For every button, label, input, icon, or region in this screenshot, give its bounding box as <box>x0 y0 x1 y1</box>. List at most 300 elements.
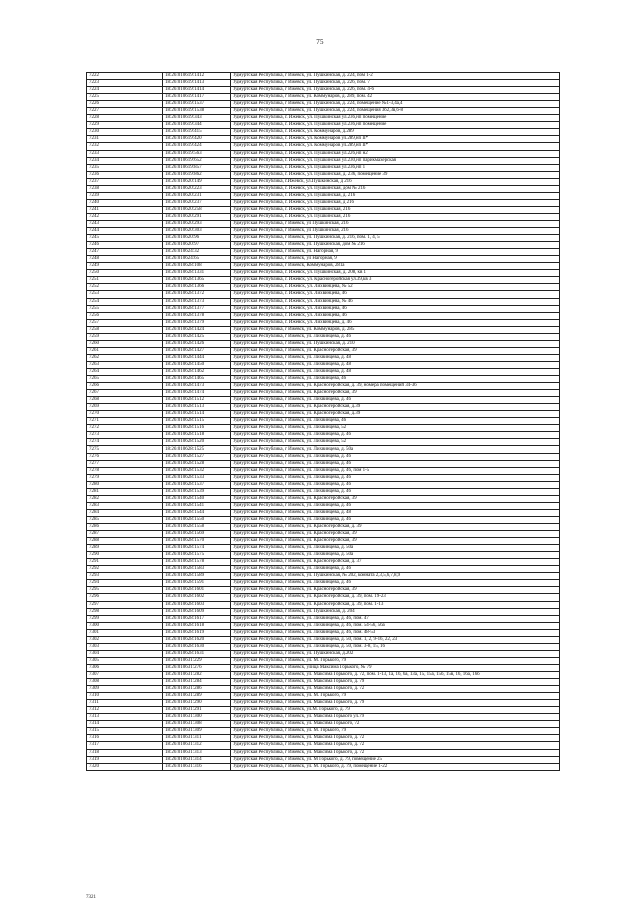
table-row <box>87 664 560 671</box>
address-cell: Удмуртская Республика, г Ижевск, ул. Лихвинцева, д. 50а <box>231 545 560 552</box>
table-row <box>87 693 560 700</box>
row-number-cell: 7309 <box>87 686 163 693</box>
address-cell: Удмуртская Республика, г Ижевск, ул Нагорная, 9 <box>231 256 560 263</box>
cadastral-number-cell: 18:26:010628:1532 <box>163 467 231 474</box>
row-number-cell: 7266 <box>87 383 163 390</box>
row-number-cell: 7257 <box>87 319 163 326</box>
cadastral-number-cell: 18:26:010628:1379 <box>163 319 231 326</box>
row-number-cell: 7320 <box>87 763 163 770</box>
table-row <box>87 516 560 523</box>
table-row <box>87 347 560 354</box>
address-cell: Удмуртская Республика, г. Ижевск, ул. Пушкинская, 216 <box>231 213 560 220</box>
cadastral-number-cell: 18:26:010631:300 <box>163 714 231 721</box>
address-cell: Удмуртская Республика, г Ижевск, ул. Максима Горького, д. 79 <box>231 700 560 707</box>
cadastral-number-cell: 18:26:010631:314 <box>163 756 231 763</box>
row-number-cell: 7289 <box>87 545 163 552</box>
address-cell: Удмуртская Республика, г Ижевск, ул. Лихвинцева, д. 48 <box>231 361 560 368</box>
row-number-cell: 7295 <box>87 587 163 594</box>
row-number-cell: 7301 <box>87 629 163 636</box>
address-cell: Удмуртская Республика, г Ижевск, ул. Пушкинская, д. 226, пом. 7 <box>231 80 560 87</box>
row-number-cell: 7243 <box>87 220 163 227</box>
table-row <box>87 143 560 150</box>
cadastral-number-cell: 18:26:010619:415 <box>163 129 231 136</box>
row-number-cell: 7280 <box>87 481 163 488</box>
table-row <box>87 531 560 538</box>
address-cell: Удмуртская Республика, г Ижевск, ул. Пушкинская, д. 224, пом 1-2 <box>231 73 560 80</box>
table-row <box>87 622 560 629</box>
row-number-cell: 7230 <box>87 129 163 136</box>
address-cell: Удмуртская Республика, г. Ижевск, ул. Лихвинцева, 46 <box>231 291 560 298</box>
cadastral-number-cell: 18:26:010619:862 <box>163 171 231 178</box>
row-number-cell: 7252 <box>87 284 163 291</box>
address-cell: Удмуртская Республика, г Ижевск, ул. Пушкинская, д. 226, пом. 4-6 <box>231 87 560 94</box>
cadastral-number-cell: 18:26:010628:1427 <box>163 347 231 354</box>
cadastral-number-cell: 18:26:010631:282 <box>163 671 231 678</box>
cadastral-number-cell: 18:26:010620:97 <box>163 242 231 249</box>
table-row <box>87 305 560 312</box>
table-row <box>87 707 560 714</box>
address-cell: Удмуртская Республика, г Ижевск, ул. Пушкинская, д.202 <box>231 650 560 657</box>
table-row <box>87 671 560 678</box>
table-row <box>87 453 560 460</box>
table-row <box>87 763 560 770</box>
row-number-cell: 7293 <box>87 573 163 580</box>
row-number-cell: 7240 <box>87 199 163 206</box>
cadastral-number-cell: 18:26:010628:1465 <box>163 376 231 383</box>
table-row <box>87 354 560 361</box>
cadastral-number-cell: 18:26:010631:311 <box>163 735 231 742</box>
table-row <box>87 594 560 601</box>
cadastral-number-cell: 18:26:010619:1413 <box>163 80 231 87</box>
address-cell: Удмуртская Республика, г Ижевск, ул. Максима Горького, 72 <box>231 721 560 728</box>
address-cell: Удмуртская Республика, г Ижевск, ул. Лихвинцева, д. 48 <box>231 368 560 375</box>
cadastral-number-cell: 18:26:010628:1569 <box>163 531 231 538</box>
cadastral-number-cell: 18:26:010628:1444 <box>163 354 231 361</box>
table-row <box>87 502 560 509</box>
address-cell: Удмуртская Республика, г Ижевск, ул. Максима Горького, д. 72 <box>231 742 560 749</box>
table-row <box>87 657 560 664</box>
row-number-cell: 7253 <box>87 291 163 298</box>
row-number-cell: 7305 <box>87 657 163 664</box>
row-number-cell: 7278 <box>87 467 163 474</box>
address-cell: Удмуртская Республика, г. Ижевск, ул. Пушкинская ул.236,нп 1 <box>231 164 560 171</box>
address-cell: Удмуртская Республика, г. Ижевск, ул. Пушкинская ул.236,нп помещение <box>231 115 560 122</box>
table-row <box>87 608 560 615</box>
table-row <box>87 538 560 545</box>
table-row <box>87 235 560 242</box>
table-row <box>87 319 560 326</box>
row-number-cell: 7245 <box>87 235 163 242</box>
cadastral-number-cell: 18:26:010619:424 <box>163 143 231 150</box>
cadastral-number-cell: 18:26:010619:1537 <box>163 101 231 108</box>
address-cell: Удмуртская Республика, г Ижевск, ул. Нагорная, 9 <box>231 249 560 256</box>
cadastral-number-cell: 18:26:010620:291 <box>163 213 231 220</box>
table-row <box>87 735 560 742</box>
row-number-cell: 7232 <box>87 143 163 150</box>
row-number-cell: 7313 <box>87 714 163 721</box>
cadastral-number-cell: 18:26:010628:1618 <box>163 622 231 629</box>
cadastral-number-cell: 18:26:010620:237 <box>163 199 231 206</box>
table-row <box>87 73 560 80</box>
address-cell: Удмуртская Республика, г Ижевск, ул. Лихвинцева, д. 50, пом. 3-8, 15, 16 <box>231 643 560 650</box>
row-number-cell: 7306 <box>87 664 163 671</box>
row-number-cell: 7260 <box>87 340 163 347</box>
address-cell: Удмуртская Республика, г Ижевск, ул. Лихвинцева, д. 48 <box>231 354 560 361</box>
table-row <box>87 650 560 657</box>
cadastral-number-cell: 18:26:010628:1537 <box>163 481 231 488</box>
table-row <box>87 242 560 249</box>
address-cell: Удмуртская Республика, г Ижевск, ул. Лихвинцева, д. 46 <box>231 502 560 509</box>
table-row <box>87 643 560 650</box>
address-cell: Удмуртская Республика, г. Ижевск, ул. Пушкинская, д. 216 <box>231 192 560 199</box>
cadastral-number-cell: 18:26:010631:276 <box>163 664 231 671</box>
row-number-cell: 7312 <box>87 707 163 714</box>
row-number-cell: 7241 <box>87 206 163 213</box>
cadastral-number-cell: 18:26:010619:343 <box>163 115 231 122</box>
row-number-cell: 7311 <box>87 700 163 707</box>
address-cell: Удмуртская Республика, г Ижевск, ул. Коммунаров, д. 289, пом. 42 <box>231 94 560 101</box>
table-row <box>87 291 560 298</box>
table-row <box>87 601 560 608</box>
address-cell: Удмуртская Республика, г Ижевск, ул. Лихвинцева, 52 <box>231 425 560 432</box>
cadastral-number-cell: 18:26:010624:65 <box>163 256 231 263</box>
table-row <box>87 157 560 164</box>
address-cell: Удмуртская Республика, г Ижевск, ул. Лихвинцева, д. 50, пом. 1, 2, 9-16, 22, 23 <box>231 636 560 643</box>
cadastral-number-cell: 18:26:010628:1539 <box>163 488 231 495</box>
row-number-cell: 7285 <box>87 516 163 523</box>
cadastral-number-cell: 18:26:010628:1512 <box>163 397 231 404</box>
table-row <box>87 284 560 291</box>
row-number-cell: 7228 <box>87 115 163 122</box>
row-number-cell: 7276 <box>87 453 163 460</box>
cadastral-number-cell: 18:26:010619:563 <box>163 150 231 157</box>
table-row <box>87 249 560 256</box>
row-number-cell: 7286 <box>87 524 163 531</box>
row-number-cell: 7315 <box>87 728 163 735</box>
table-row <box>87 192 560 199</box>
table-row <box>87 164 560 171</box>
cadastral-number-cell: 18:26:010628:1631 <box>163 650 231 657</box>
table-row <box>87 340 560 347</box>
row-number-cell: 7296 <box>87 594 163 601</box>
cadastral-number-cell: 18:26:010628:1574 <box>163 545 231 552</box>
table-row <box>87 361 560 368</box>
address-cell: Удмуртская Республика, г Ижевск, ул. Лихвинцева, д. 46, пом 1-5 <box>231 467 560 474</box>
table-row <box>87 446 560 453</box>
table-row <box>87 383 560 390</box>
cadastral-number-cell: 18:26:010628:108 <box>163 263 231 270</box>
cadastral-number-cell: 18:26:010631:309 <box>163 728 231 735</box>
address-cell: Удмуртская Республика, г.Ижевск, ул.Пушкинская, д 216 <box>231 178 560 185</box>
table-row <box>87 679 560 686</box>
table-row <box>87 87 560 94</box>
cadastral-number-cell: 18:26:010628:1462 <box>163 368 231 375</box>
address-cell: Удмуртская Республика, г Ижевск, ул. Лихвинцева, д. 46 <box>231 460 560 467</box>
cadastral-number-cell: 18:26:010628:1450 <box>163 361 231 368</box>
cadastral-number-cell: 18:26:010628:1331 <box>163 270 231 277</box>
table-row <box>87 312 560 319</box>
table-row <box>87 213 560 220</box>
cadastral-number-cell: 18:26:010631:308 <box>163 721 231 728</box>
address-cell: Удмуртская Республика, г Ижевск, ул. Пушкинская, дом № 216 <box>231 242 560 249</box>
table-row <box>87 129 560 136</box>
cadastral-number-cell: 18:26:010631:313 <box>163 749 231 756</box>
row-number-cell: 7318 <box>87 749 163 756</box>
row-number-cell: 7303 <box>87 643 163 650</box>
address-cell: Удмуртская Республика, г. Ижевск, ул. Лихвинцева, д. 46 <box>231 319 560 326</box>
table-row <box>87 418 560 425</box>
cadastral-number-cell: 18:26:010628:1426 <box>163 340 231 347</box>
address-cell: Удмуртская Республика, г Ижевск, ул. Лихвинцева, д. 46 <box>231 516 560 523</box>
cadastral-number-cell: 18:26:010628:1601 <box>163 587 231 594</box>
address-cell: Удмуртская Республика, г Ижевск, ул. М. Горького, д. 79, помещение 1-22 <box>231 763 560 770</box>
cadastral-number-cell: 18:26:010628:1550 <box>163 516 231 523</box>
row-number-cell: 7237 <box>87 178 163 185</box>
table-row <box>87 178 560 185</box>
address-cell: Удмуртская Республика, г Ижевск, ул. М. Горького, 79 <box>231 728 560 735</box>
table-row <box>87 404 560 411</box>
cadastral-number-cell: 18:26:010628:1541 <box>163 502 231 509</box>
table-row <box>87 573 560 580</box>
next-row-number: 7321 <box>86 895 96 900</box>
cadastral-number-cell: 18:26:010628:1425 <box>163 333 231 340</box>
row-number-cell: 7297 <box>87 601 163 608</box>
address-cell: Удмуртская Республика, г Ижевск, ул Пушкинская, 216 <box>231 220 560 227</box>
row-number-cell: 7247 <box>87 249 163 256</box>
cadastral-number-cell: 18:26:010628:1515 <box>163 418 231 425</box>
address-cell: Удмуртская Республика, г Ижевск, ул. Красногеройская, д. 39, пом. 19-23 <box>231 594 560 601</box>
table-row <box>87 425 560 432</box>
cadastral-number-cell: 18:26:010628:1617 <box>163 615 231 622</box>
cadastral-number-cell: 18:26:010628:1518 <box>163 432 231 439</box>
cadastral-number-cell: 18:26:010628:1591 <box>163 580 231 587</box>
table-row <box>87 488 560 495</box>
cadastral-number-cell: 18:26:010628:1372 <box>163 291 231 298</box>
row-number-cell: 7263 <box>87 361 163 368</box>
table-row <box>87 524 560 531</box>
table-row <box>87 686 560 693</box>
table-row <box>87 115 560 122</box>
address-cell: Удмуртская Республика, г. Ижевск, ул. Лихвинцева, № 46 <box>231 298 560 305</box>
cadastral-number-cell: 18:26:010628:1589 <box>163 573 231 580</box>
table-row <box>87 136 560 143</box>
row-number-cell: 7316 <box>87 735 163 742</box>
address-cell: Удмуртская Республика, г Ижевск, ул. Лихвинцева, д. 46, пом. 54-56, 56а <box>231 622 560 629</box>
table-row <box>87 326 560 333</box>
table-row <box>87 333 560 340</box>
table-row <box>87 587 560 594</box>
table-row <box>87 94 560 101</box>
address-cell: Удмуртская Республика, г Ижевск, ул. Красногеройская, 39 <box>231 390 560 397</box>
row-number-cell: 7273 <box>87 432 163 439</box>
row-number-cell: 7281 <box>87 488 163 495</box>
row-number-cell: 7254 <box>87 298 163 305</box>
cadastral-number-cell: 18:26:010628:1609 <box>163 608 231 615</box>
table-row <box>87 474 560 481</box>
address-cell: Удмуртская Республика, г Ижевск, ул. Пушкинская, д. 224, помещения 3б2,3в,6-8 <box>231 108 560 115</box>
address-cell: Удмуртская Республика, г Ижевск, ул. Пушкинская, д. 204 <box>231 608 560 615</box>
cadastral-number-cell: 18:26:010628:1619 <box>163 629 231 636</box>
cadastral-number-cell: 18:26:010628:1558 <box>163 524 231 531</box>
row-number-cell: 7307 <box>87 671 163 678</box>
table-row <box>87 545 560 552</box>
address-cell: Удмуртская Республика, г Ижевск, ул. Красногеройская, 39 <box>231 587 560 594</box>
address-cell: Удмуртская Республика, г Ижевск, ул. Лихвинцева, д. 46, пом. 47 <box>231 615 560 622</box>
address-cell: Удмуртская Республика, г Ижевск, ул. Красногеройская, д. 39, номера помещений 34-36 <box>231 383 560 390</box>
row-number-cell: 7256 <box>87 312 163 319</box>
cadastral-number-cell: 18:26:010620:303 <box>163 228 231 235</box>
cadastral-number-cell: 18:26:010628:1473 <box>163 383 231 390</box>
table-row <box>87 397 560 404</box>
table-row <box>87 552 560 559</box>
cadastral-number-cell: 18:26:010624:32 <box>163 249 231 256</box>
address-cell: Удмуртская Республика, г Ижевск, ул. Красногеройская, д. 37 <box>231 559 560 566</box>
row-number-cell: 7238 <box>87 185 163 192</box>
row-number-cell: 7298 <box>87 608 163 615</box>
table-row <box>87 298 560 305</box>
cadastral-number-cell: 18:26:010628:1578 <box>163 559 231 566</box>
address-cell: Удмуртская Республика, г Ижевск, ул. Красногеройская, д.39 <box>231 404 560 411</box>
row-number-cell: 7304 <box>87 650 163 657</box>
address-cell: Удмуртская Республика, г. Ижевск, ул. Красногеройская ул.39,кв 3 <box>231 277 560 284</box>
address-cell: Удмуртская Республика, г Ижевск, ул. М Горького, д. 79, помещение 25 <box>231 756 560 763</box>
cadastral-number-cell: 18:26:010631:291 <box>163 707 231 714</box>
cadastral-number-cell: 18:26:010628:1620 <box>163 636 231 643</box>
cadastral-number-cell: 18:26:010620:96 <box>163 235 231 242</box>
row-number-cell: 7271 <box>87 418 163 425</box>
cadastral-number-cell: 18:26:010628:1528 <box>163 460 231 467</box>
row-number-cell: 7239 <box>87 192 163 199</box>
cadastral-number-cell: 18:26:010628:1378 <box>163 312 231 319</box>
row-number-cell: 7255 <box>87 305 163 312</box>
table-row <box>87 390 560 397</box>
address-cell: Удмуртская Республика, г Ижевск, ул. Пушкинская, д. 224, помещение №1-3,4а,4 <box>231 101 560 108</box>
table-row <box>87 199 560 206</box>
address-cell: Удмуртская Республика, г. Ижевск, ул. Пушкинская, д. 236, помещение 39 <box>231 171 560 178</box>
cadastral-number-cell: 18:26:010631:289 <box>163 693 231 700</box>
row-number-cell: 7224 <box>87 87 163 94</box>
cadastral-number-cell: 18:26:010631:229 <box>163 657 231 664</box>
table-row <box>87 629 560 636</box>
row-number-cell: 7288 <box>87 538 163 545</box>
address-cell: Удмуртская Республика, г Ижевск, ул. Лихвинцева, д. 46 <box>231 488 560 495</box>
table-row <box>87 721 560 728</box>
table-row <box>87 509 560 516</box>
cadastral-number-cell: 18:26:010628:1533 <box>163 474 231 481</box>
cadastral-number-cell: 18:26:010631:284 <box>163 679 231 686</box>
row-number-cell: 7279 <box>87 474 163 481</box>
address-cell: Удмуртская Республика, г Ижевск, ул. Лихвинцева, д. 50а <box>231 446 560 453</box>
table-row <box>87 700 560 707</box>
address-cell: Удмуртская Республика, г. Ижевск, ул. Лихвинцева, 46 <box>231 305 560 312</box>
row-number-cell: 7227 <box>87 108 163 115</box>
table-row <box>87 566 560 573</box>
cadastral-number-cell: 18:26:010631:286 <box>163 686 231 693</box>
row-number-cell: 7251 <box>87 277 163 284</box>
cadastral-number-cell: 18:26:010628:1630 <box>163 643 231 650</box>
row-number-cell: 7262 <box>87 354 163 361</box>
table-row <box>87 277 560 284</box>
page-number: 75 <box>316 38 324 46</box>
row-number-cell: 7225 <box>87 94 163 101</box>
cadastral-number-cell: 18:26:010619:1412 <box>163 73 231 80</box>
table-row <box>87 460 560 467</box>
table-row <box>87 756 560 763</box>
address-cell: Удмуртская Республика, г Ижевск, ул. Максима Горького ул.79 <box>231 714 560 721</box>
table-row <box>87 615 560 622</box>
row-number-cell: 7277 <box>87 460 163 467</box>
cadastral-number-cell: 18:26:010628:1525 <box>163 446 231 453</box>
cadastral-number-cell: 18:26:010628:1366 <box>163 284 231 291</box>
row-number-cell: 7248 <box>87 256 163 263</box>
row-number-cell: 7270 <box>87 411 163 418</box>
row-number-cell: 7250 <box>87 270 163 277</box>
address-cell: Удмуртская Республика, г Ижевск, ул Пушкинская, 216 <box>231 228 560 235</box>
address-cell: Удмуртская Республика, г Ижевск, улица Максима Горького, № 79 <box>231 664 560 671</box>
table-row <box>87 228 560 235</box>
row-number-cell: 7265 <box>87 376 163 383</box>
address-cell: Удмуртская Республика, г. Ижевск, ул. Пушкинская, д. 208, кв 1 <box>231 270 560 277</box>
cadastral-number-cell: 18:26:010628:1365 <box>163 277 231 284</box>
row-number-cell: 7302 <box>87 636 163 643</box>
address-cell: Удмуртская Республика, г Ижевск, ул. Коммунаров, д. 285 <box>231 326 560 333</box>
row-number-cell: 7300 <box>87 622 163 629</box>
table-row <box>87 108 560 115</box>
row-number-cell: 7233 <box>87 150 163 157</box>
table-row <box>87 467 560 474</box>
row-number-cell: 7244 <box>87 228 163 235</box>
table-row <box>87 714 560 721</box>
row-number-cell: 7317 <box>87 742 163 749</box>
cadastral-number-cell: 18:26:010619:420 <box>163 136 231 143</box>
cadastral-number-cell: 18:26:010628:1540 <box>163 495 231 502</box>
row-number-cell: 7258 <box>87 326 163 333</box>
address-cell: Удмуртская Республика, г Ижевск, ул. Пушкинская, д. 210 <box>231 340 560 347</box>
address-cell: Удмуртская Республика, г Ижевск, ул. Максима Горького, д. 72 <box>231 735 560 742</box>
row-number-cell: 7282 <box>87 495 163 502</box>
address-cell: Удмуртская Республика, г Ижевск, ул. Лихвинцева, д. 46 <box>231 397 560 404</box>
address-cell: Удмуртская Республика, г. Ижевск, ул. Пушкинская, дом № 216 <box>231 185 560 192</box>
table-row <box>87 263 560 270</box>
row-number-cell: 7310 <box>87 693 163 700</box>
table-row <box>87 432 560 439</box>
cadastral-number-cell: 18:26:010619:652 <box>163 157 231 164</box>
address-cell: Удмуртская Республика, г Ижевск, ул. Лихвинцева, д. 46 <box>231 333 560 340</box>
address-cell: Удмуртская Республика, г Ижевск, ул. М. Горького, 79 <box>231 657 560 664</box>
address-cell: Удмуртская Республика, г Ижевск, ул. Лихвинцева, д. 46 <box>231 432 560 439</box>
address-cell: Удмуртская Республика, г Ижевск, ул. Лихвинцева, д. 50а <box>231 552 560 559</box>
cadastral-number-cell: 18:26:010628:1527 <box>163 453 231 460</box>
row-number-cell: 7290 <box>87 552 163 559</box>
row-number-cell: 7246 <box>87 242 163 249</box>
address-cell: Удмуртская Республика, г Ижевск, ул. Максима Горького, д. 72 <box>231 686 560 693</box>
cadastral-number-cell: 18:26:010628:1602 <box>163 594 231 601</box>
cadastral-number-cell: 18:26:010620:223 <box>163 185 231 192</box>
address-cell: Удмуртская Республика, г Ижевск, ул. Лихвинцева, д. 46 <box>231 481 560 488</box>
address-cell: Удмуртская Республика, г Ижевск, ул. Лихвинцева, 52 <box>231 439 560 446</box>
address-cell: Удмуртская Республика, г Ижевск, ул. Красногеройская, 39 <box>231 531 560 538</box>
address-cell: Удмуртская Республика, г Ижевск, ул. Максима Горького, д. 79 <box>231 679 560 686</box>
row-number-cell: 7249 <box>87 263 163 270</box>
row-number-cell: 7319 <box>87 756 163 763</box>
cadastral-number-cell: 18:26:010619:1538 <box>163 108 231 115</box>
row-number-cell: 7269 <box>87 404 163 411</box>
address-cell: Удмуртская Республика, г Ижевск, ул. Красногеройская, 39 <box>231 538 560 545</box>
address-cell: Удмуртская Республика, г. Ижевск, ул. Коммунаров ул.289,нп II* <box>231 143 560 150</box>
address-cell: Удмуртская Республика, г. Ижевск, ул. Лихвинцева, № 52 <box>231 284 560 291</box>
address-cell: Удмуртская Республика, г. Ижевск, ул. Пушкинская, 216 <box>231 206 560 213</box>
row-number-cell: 7242 <box>87 213 163 220</box>
